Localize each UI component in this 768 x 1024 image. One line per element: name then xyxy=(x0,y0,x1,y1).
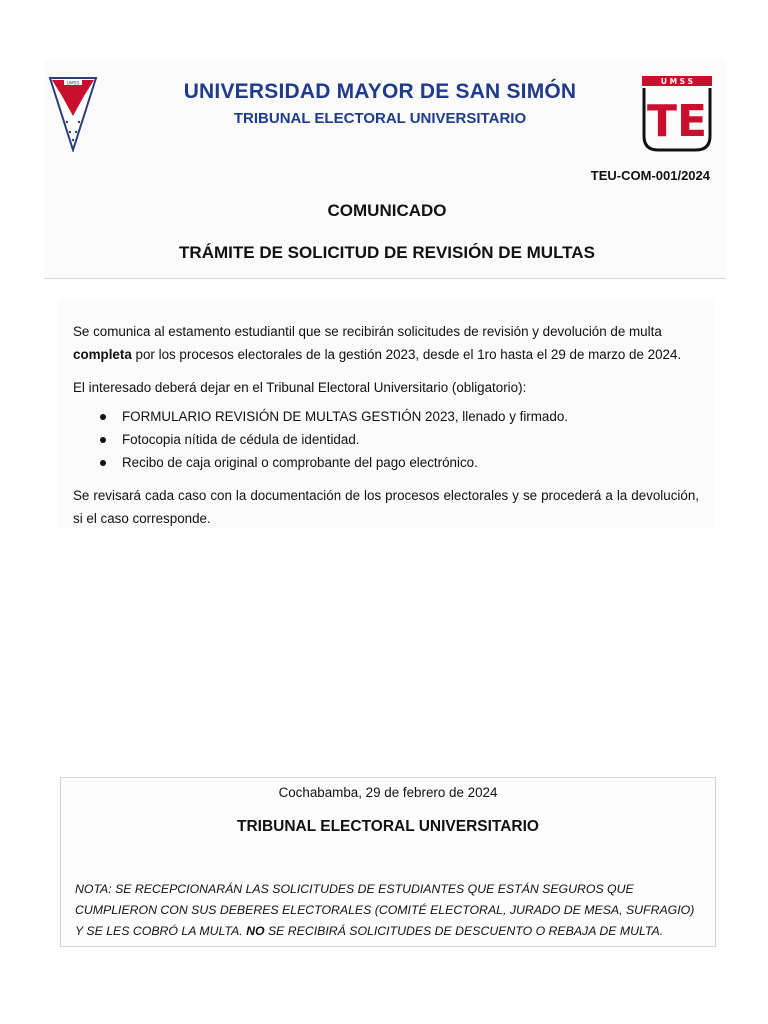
university-name: UNIVERSIDAD MAYOR DE SAN SIMÓN xyxy=(183,80,577,103)
list-item xyxy=(98,451,698,474)
paragraph-intro-bold: completa xyxy=(73,347,132,362)
list-item-text: Recibo de caja original o comprobante del pago electrónico. xyxy=(122,455,478,470)
bullet-icon xyxy=(100,460,106,466)
paragraph-intro-end: por los procesos electorales de la gestión 2023, desde el 1ro hasta el 29 de marzo de 2024. xyxy=(131,347,682,362)
paragraph-review: Se revisará cada caso con la documentación de los procesos electorales y se procederá a la devolución, si el caso corresponde. xyxy=(73,488,699,526)
requirements-list xyxy=(98,405,698,474)
place-date: Cochabamba, 29 de febrero de 2024 xyxy=(278,785,498,800)
te-logo xyxy=(640,74,716,154)
note-text-end: SE RECIBIRÁ SOLICITUDES DE DESCUENTO O REBAJA DE MULTA. xyxy=(264,924,664,938)
bullet-icon xyxy=(100,414,106,420)
te-logo-top-text: U M S S xyxy=(660,77,694,86)
bullet-icon xyxy=(100,437,106,443)
document-heading: COMUNICADO xyxy=(327,201,447,220)
umss-logo-text: UMSS xyxy=(66,81,80,87)
note-text-bold: NO xyxy=(246,924,265,938)
te-logo-letters: TE xyxy=(646,96,708,147)
note-text-main: NOTA: SE RECEPCIONARÁN LAS SOLICITUDES DE ESTUDIANTES QUE ESTÁN SEGUROS QUE CUMPLIERON CON SUS DEBERES ELECTORALES (COMITÉ ELECTORAL, JURADO DE MESA, SUFRAGIO) Y SE LES COBRÓ LA MULTA. xyxy=(75,882,695,938)
list-item-text: Fotocopia nítida de cédula de identidad. xyxy=(122,432,360,447)
note-text xyxy=(75,879,703,942)
paragraph-intro xyxy=(73,320,699,366)
list-item xyxy=(98,428,698,451)
tribunal-name: TRIBUNAL ELECTORAL UNIVERSITARIO xyxy=(233,110,527,127)
list-item xyxy=(98,405,698,428)
signature-tribunal: TRIBUNAL ELECTORAL UNIVERSITARIO xyxy=(237,818,539,835)
document-subheading: TRÁMITE DE SOLICITUD DE REVISIÓN DE MULTAS xyxy=(179,243,595,262)
document-code: TEU-COM-001/2024 xyxy=(590,168,710,183)
paragraph-intro-start: Se comunica al estamento estudiantil que se recibirán solicitudes de revisión y devolución de multa xyxy=(73,324,662,339)
umss-shield-logo xyxy=(48,74,98,152)
list-item-text: FORMULARIO REVISIÓN DE MULTAS GESTIÓN 2023, llenado y firmado. xyxy=(122,409,568,424)
paragraph-requirements: El interesado deberá dejar en el Tribunal Electoral Universitario (obligatorio): xyxy=(73,380,527,395)
